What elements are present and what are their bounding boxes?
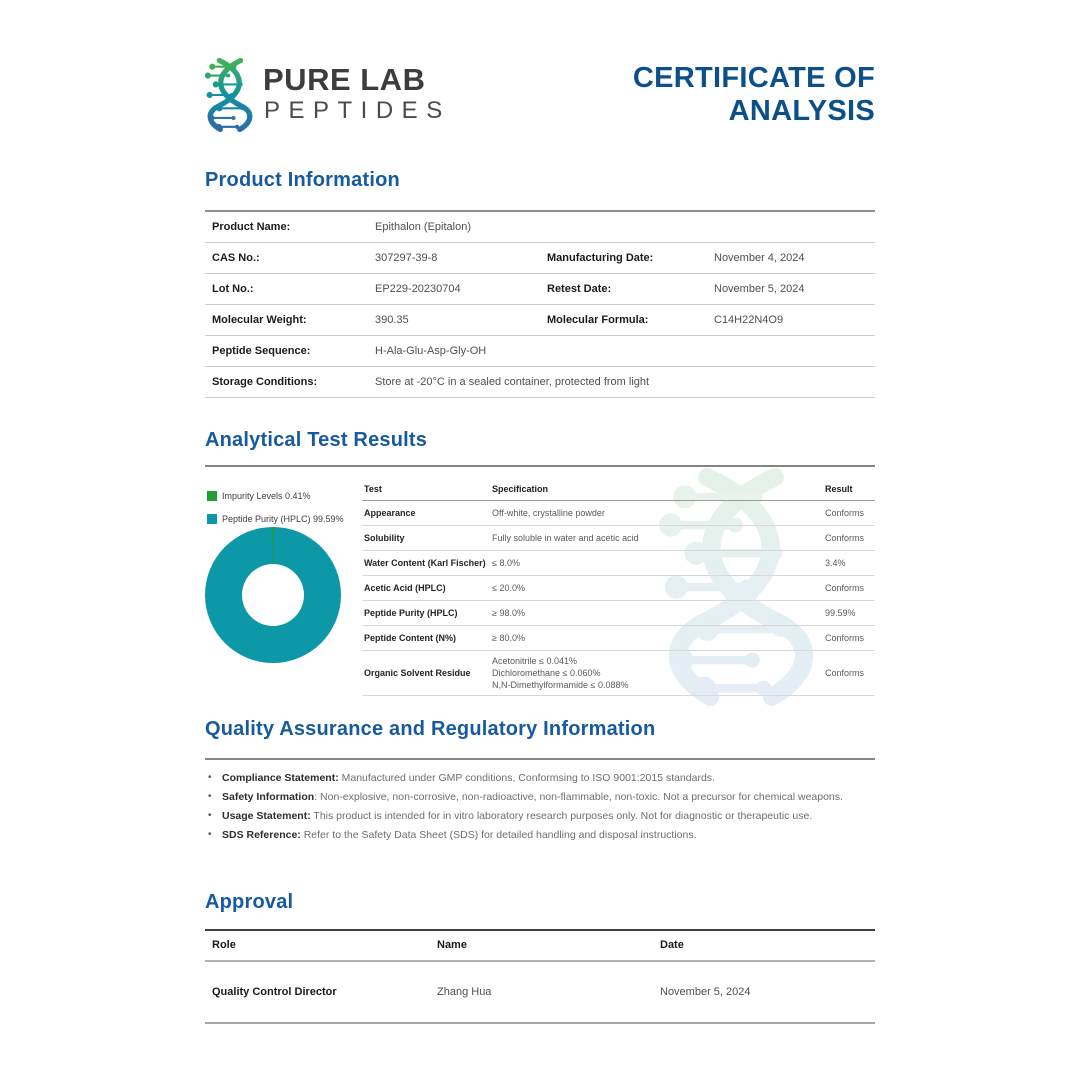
legend-item-purity [207, 514, 344, 524]
field-label: Manufacturing Date: [547, 252, 654, 264]
quality-assurance-heading: Quality Assurance and Regulatory Information [205, 718, 656, 740]
bullet-text [222, 770, 715, 786]
test-spec: ≤ 20.0% [492, 583, 525, 593]
field-label: Product Name: [212, 221, 291, 233]
section-divider [205, 758, 875, 760]
list-item [205, 770, 881, 786]
approver-role: Quality Control Director [212, 986, 337, 998]
document-title-line1: CERTIFICATE OF [632, 62, 875, 94]
test-result: 3.4% [825, 558, 846, 568]
test-spec: ≥ 80.0% [492, 633, 525, 643]
product-information-heading: Product Information [205, 169, 400, 191]
test-name: Peptide Purity (HPLC) [364, 608, 458, 618]
list-item [205, 789, 881, 805]
test-result: Conforms [825, 508, 865, 518]
field-label: Lot No.: [212, 283, 254, 295]
table-row [362, 551, 875, 576]
approval-date: November 5, 2024 [660, 986, 751, 998]
test-name: Acetic Acid (HPLC) [364, 583, 446, 593]
test-result: Conforms [825, 633, 865, 643]
field-value: H-Ala-Glu-Asp-Gly-OH [375, 345, 487, 357]
bullet-text [222, 808, 812, 824]
field-label: Retest Date: [547, 283, 612, 295]
table-row [362, 576, 875, 601]
bullet-label: Compliance Statement: [222, 772, 339, 784]
test-spec: Off-white, crystalline powder [492, 508, 605, 518]
legend-swatch-teal [207, 514, 217, 524]
field-label: Molecular Weight: [212, 314, 307, 326]
test-result: Conforms [825, 668, 865, 678]
bullet-text [222, 789, 843, 805]
test-result: Conforms [825, 583, 865, 593]
brand-name-line2: PEPTIDES [264, 97, 451, 124]
approval-heading: Approval [205, 891, 294, 913]
bullet-body: Refer to the Safety Data Sheet (SDS) for detailed handling and disposal instructions. [300, 829, 697, 841]
field-value: November 5, 2024 [714, 283, 805, 295]
analytical-test-results-heading: Analytical Test Results [205, 429, 428, 451]
legend-label: Impurity Levels 0.41% [222, 491, 311, 501]
field-label: Peptide Sequence: [212, 345, 311, 357]
table-row [362, 526, 875, 551]
analytical-results-table [362, 478, 875, 696]
spec-line: Dichloromethane ≤ 0.060% [492, 668, 601, 678]
table-row [362, 501, 875, 526]
bullet-body: Manufactured under GMP conditions, Conformsing to ISO 9001:2015 standards. [338, 772, 715, 784]
purity-donut-chart [205, 527, 341, 663]
document-title-line2: ANALYSIS [728, 95, 875, 127]
column-header-result: Result [825, 484, 853, 494]
bullet-icon: • [208, 791, 212, 802]
field-value: 390.35 [375, 314, 409, 326]
approver-name: Zhang Hua [437, 986, 492, 998]
brand-name-line1: PURE LAB [263, 62, 426, 97]
bullet-icon: • [208, 772, 212, 783]
column-header-role: Role [212, 939, 236, 951]
bullet-icon: • [208, 810, 212, 821]
field-label: Molecular Formula: [547, 314, 649, 326]
qa-bullet-list [205, 770, 881, 846]
table-row [205, 962, 875, 1024]
bullet-body: This product is intended for in vitro laboratory research purposes only. Not for diagnostic or therapeutic use. [310, 810, 813, 822]
spec-line: N,N-Dimethylformamide ≤ 0.088% [492, 680, 629, 690]
test-spec: ≤ 8.0% [492, 558, 520, 568]
field-value: EP229-20230704 [375, 283, 461, 295]
test-name: Appearance [364, 508, 416, 518]
table-row [205, 367, 875, 398]
bullet-text [222, 827, 697, 843]
test-name: Solubility [364, 533, 405, 543]
field-label: CAS No.: [212, 252, 260, 264]
test-result: Conforms [825, 533, 865, 543]
bullet-icon: • [208, 829, 212, 840]
table-row [205, 243, 875, 274]
field-label: Storage Conditions: [212, 376, 318, 388]
field-value: Store at -20°C in a sealed container, protected from light [375, 376, 650, 388]
table-header-row [205, 931, 875, 962]
table-row [362, 626, 875, 651]
dna-helix-logo-icon [203, 57, 257, 133]
table-row [205, 274, 875, 305]
legend-label: Peptide Purity (HPLC) 99.59% [222, 514, 344, 524]
test-name: Water Content (Karl Fischer) [364, 558, 486, 568]
table-row [205, 305, 875, 336]
legend-item-impurity [207, 491, 311, 501]
table-row [362, 601, 875, 626]
field-value: C14H22N4O9 [714, 314, 784, 326]
list-item [205, 827, 881, 843]
product-information-table [205, 210, 875, 398]
column-header-specification: Specification [492, 484, 549, 494]
table-row [205, 212, 875, 243]
column-header-test: Test [364, 484, 382, 494]
table-row [362, 651, 875, 696]
list-item [205, 808, 881, 824]
donut-hole [242, 564, 304, 626]
bullet-label: Safety Information [222, 791, 315, 803]
field-value: 307297-39-8 [375, 252, 438, 264]
test-spec: ≥ 98.0% [492, 608, 525, 618]
document-title [500, 62, 875, 128]
table-header-row [362, 478, 875, 501]
bullet-body: : Non-explosive, non-corrosive, non-radioactive, non-flammable, non-toxic. Not a precursor for chemical weapons. [314, 791, 843, 803]
test-spec-multiline [492, 655, 820, 691]
test-name: Organic Solvent Residue [364, 668, 471, 678]
table-row [205, 336, 875, 367]
field-value: Epithalon (Epitalon) [375, 221, 472, 233]
bullet-label: Usage Statement: [222, 810, 311, 822]
test-name: Peptide Content (N%) [364, 633, 456, 643]
field-value: November 4, 2024 [714, 252, 805, 264]
approval-table [205, 929, 875, 1024]
test-spec: Fully soluble in water and acetic acid [492, 533, 639, 543]
column-header-date: Date [660, 939, 684, 951]
bullet-label: SDS Reference: [222, 829, 301, 841]
legend-swatch-green [207, 491, 217, 501]
test-result: 99.59% [825, 608, 856, 618]
column-header-name: Name [437, 939, 467, 951]
spec-line: Acetonitrile ≤ 0.041% [492, 656, 577, 666]
